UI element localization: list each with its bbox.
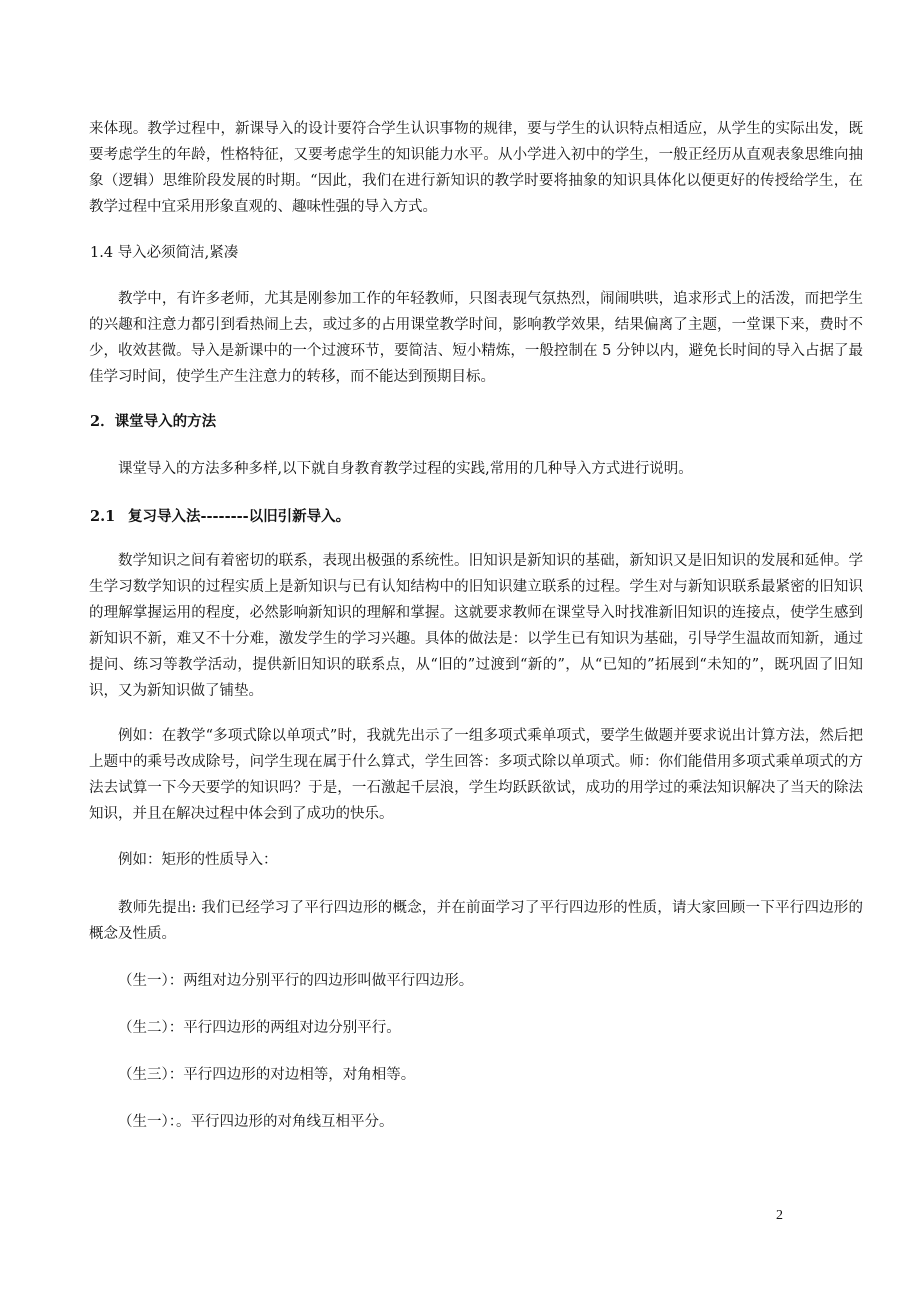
section-heading-2-1 — [90, 504, 864, 530]
paragraph-example-rectangle: 例如：矩形的性质导入： — [118, 852, 278, 868]
paragraph-continuation: 来体现。教学过程中，新课导入的设计要符合学生认识事物的规律，要与学生的认识特点相适应，从学生的实际出发，既要考虑学生的年龄，性格特征，又要考虑学生的知识能力水平。从小学进入初中的学生，一般正经历从直观表象思维向抽象（逻辑）思维阶段发展的时期。“因此，我们在进行新知识的教学时要将抽象的知识具体化以便更好的传授给学生，在教学过程中宜采用形象直观的、趣味性强的导入方式。 — [89, 121, 863, 215]
paragraph-teacher-question: 教师先提出: 我们已经学习了平行四边形的概念，并在前面学习了平行四边形的性质，请大家回顾一下平行四边形的概念及性质。 — [89, 900, 863, 942]
section-heading-1-4: 1.4 导入必须简洁,紧凑 — [90, 245, 239, 261]
paragraph-review-method: 数学知识之间有着密切的联系，表现出极强的系统性。旧知识是新知识的基础，新知识又是旧知识的发展和延伸。学生学习数学知识的过程实质上是新知识与已有认知结构中的旧知识建立联系的过程。学生对与新知识联系最紧密的旧知识的理解掌握运用的程度，必然影响新知识的理解和掌握。这就要求教师在课堂导入时找准新旧知识的连接点，使学生感到新知识不新，难又不十分难，激发学生的学习兴趣。具体的做法是：以学生已有知识为基础，引导学生温故而知新，通过提问、练习等教学活动，提供新旧知识的联系点，从“旧的”过渡到“新的”，从“已知的”拓展到“未知的”，既巩固了旧知识，又为新知识做了铺垫。 — [89, 553, 863, 699]
student-answer-1: （生一）：两组对边分别平行的四边形叫做平行四边形。 — [118, 973, 474, 989]
section-heading-2-1-title: 复习导入法--------以旧引新导入。 — [128, 508, 351, 525]
student-answer-3: （生三）：平行四边形的对边相等，对角相等。 — [118, 1067, 416, 1083]
student-answer-2: （生二）：平行四边形的两组对边分别平行。 — [118, 1020, 401, 1036]
section-heading-2: 2．课堂导入的方法 — [90, 413, 217, 430]
section-heading-2-1-number: 2.1 — [90, 508, 116, 525]
student-answer-4: （生一）：。平行四边形的对角线互相平分。 — [118, 1114, 394, 1130]
paragraph-methods-intro: 课堂导入的方法多种多样,以下就自身教育教学过程的实践,常用的几种导入方式进行说明。 — [118, 461, 693, 477]
paragraph-example-polynomial: 例如：在教学“多项式除以单项式”时，我就先出示了一组多项式乘单项式，要学生做题并要求说出计算方法，然后把上题中的乘号改成除号，问学生现在属于什么算式，学生回答：多项式除以单项式。师：你们能借用多项式乘单项式的方法去试算一下今天要学的知识吗？于是，一石激起千层浪，学生均跃跃欲试，成功的用学过的乘法知识解决了当天的除法知识，并且在解决过程中体会到了成功的快乐。 — [89, 728, 863, 822]
page-number: 2 — [776, 1208, 783, 1223]
paragraph-brevity: 教学中，有许多老师，尤其是刚参加工作的年轻教师，只图表现气氛热烈，闹闹哄哄，追求形式上的活泼，而把学生的兴趣和注意力都引到看热闹上去，或过多的占用课堂教学时间，影响教学效果，结果偏离了主题，一堂课下来，费时不少，收效甚微。导入是新课中的一个过渡环节，要简洁、短小精炼，一般控制在 5 分钟以内，避免长时间的导入占据了最佳学习时间，使学生产生注意力的转移，而不能达到预期目标。 — [89, 291, 863, 385]
